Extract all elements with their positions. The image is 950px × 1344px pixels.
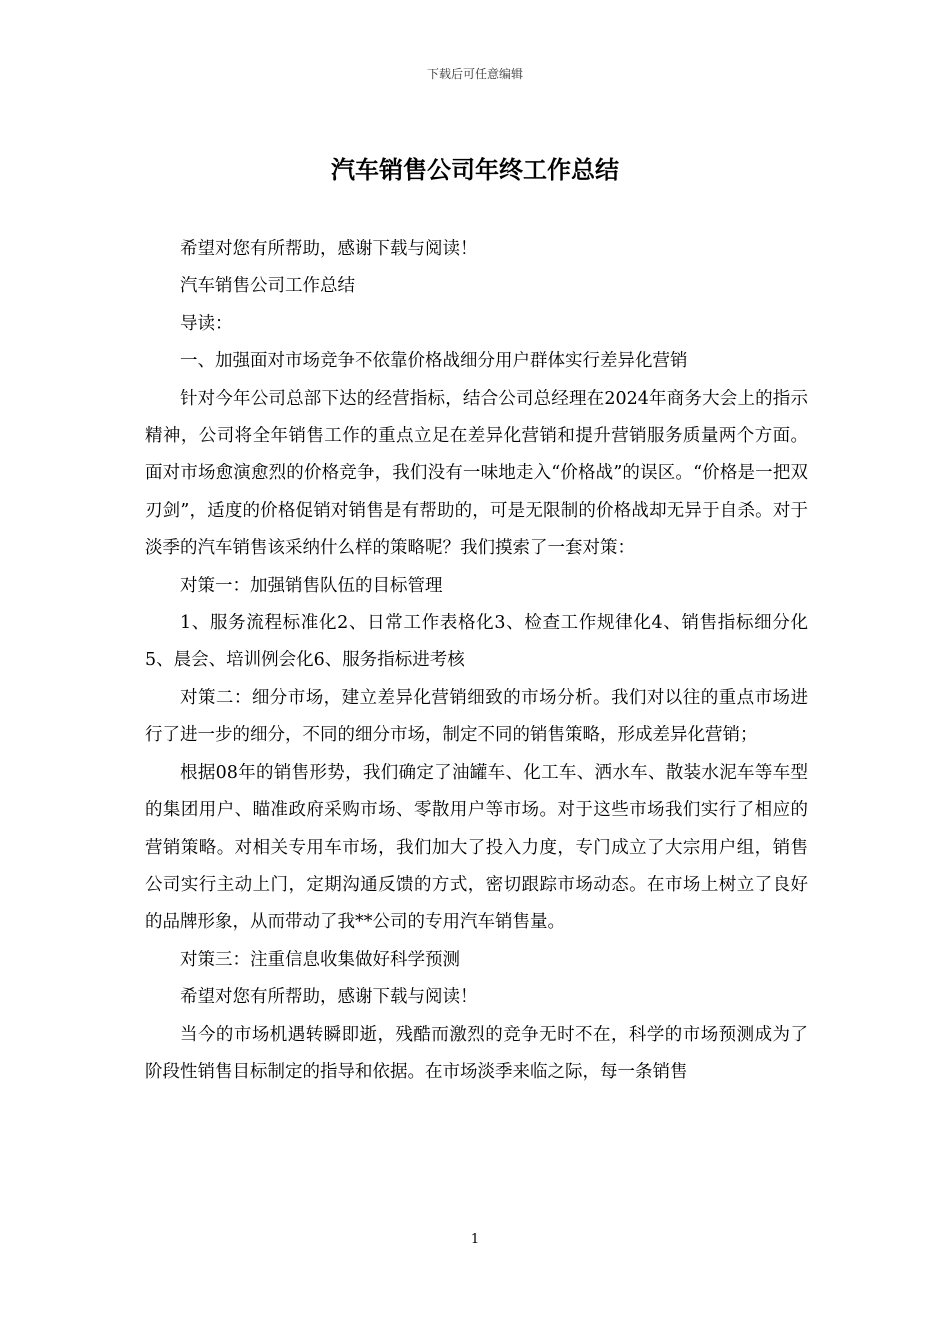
section-heading: 一、加强面对市场竞争不依靠价格战细分用户群体实行差异化营销 (180, 351, 688, 372)
paragraph: 希望对您有所帮助，感谢下载与阅读！ (180, 239, 478, 259)
paragraph: 对策二：细分市场，建立差异化营销细致的市场分析。我们对以往的重点市场进行了进一步的细分，不同的细分市场，制定不同的销售策略，形成差异化营销； (145, 687, 808, 746)
paragraph: 当今的市场机遇转瞬即逝，残酷而激烈的竞争无时不在，科学的市场预测成为了阶段性销售目标制定的指导和依据。在市场淡季来临之际，每一条销售 (145, 1024, 808, 1082)
page-number: 1 (470, 1232, 480, 1247)
page-header-note: 下载后可任意编辑 (426, 67, 523, 81)
paragraph: 汽车销售公司工作总结 (180, 276, 355, 297)
paragraph: 根据08年的销售形势，我们确定了油罐车、化工车、洒水车、散装水泥车等车型的集团用户、瞄准政府采购市场、零散用户等市场。对于这些市场我们实行了相应的营销策略。对相关专用车市场，我们加大了投入力度，专门成立了大宗用户组，销售公司实行主动上门，定期沟通反馈的方式，密切跟踪市场动态。在市场上树立了良好的品牌形象，从而带动了我**公司的专用汽车销售量。 (145, 762, 808, 933)
subsection-heading: 对策一：加强销售队伍的目标管理 (180, 575, 443, 596)
document-title: 汽车销售公司年终工作总结 (331, 155, 619, 184)
paragraph: 导读： (180, 313, 233, 334)
document-body (145, 231, 808, 1091)
subsection-heading: 对策三：注重信息收集做好科学预测 (180, 949, 460, 970)
paragraph: 针对今年公司总部下达的经营指标，结合公司总经理在2024年商务大会上的指示精神，公司将全年销售工作的重点立足在差异化营销和提升营销服务质量两个方面。面对市场愈演愈烈的价格竞争，我们没有一味地走入“价格战”的误区。“价格是一把双刃剑”，适度的价格促销对销售是有帮助的，可是无限制的价格战却无异于自杀。对于淡季的汽车销售该采纳什么样的策略呢？我们摸索了一套对策： (145, 388, 808, 559)
paragraph: 希望对您有所帮助，感谢下载与阅读！ (180, 987, 478, 1008)
paragraph: 1、服务流程标准化2、日常工作表格化3、检查工作规律化4、销售指标细分化5、晨会、培训例会化6、服务指标进考核 (145, 613, 808, 671)
